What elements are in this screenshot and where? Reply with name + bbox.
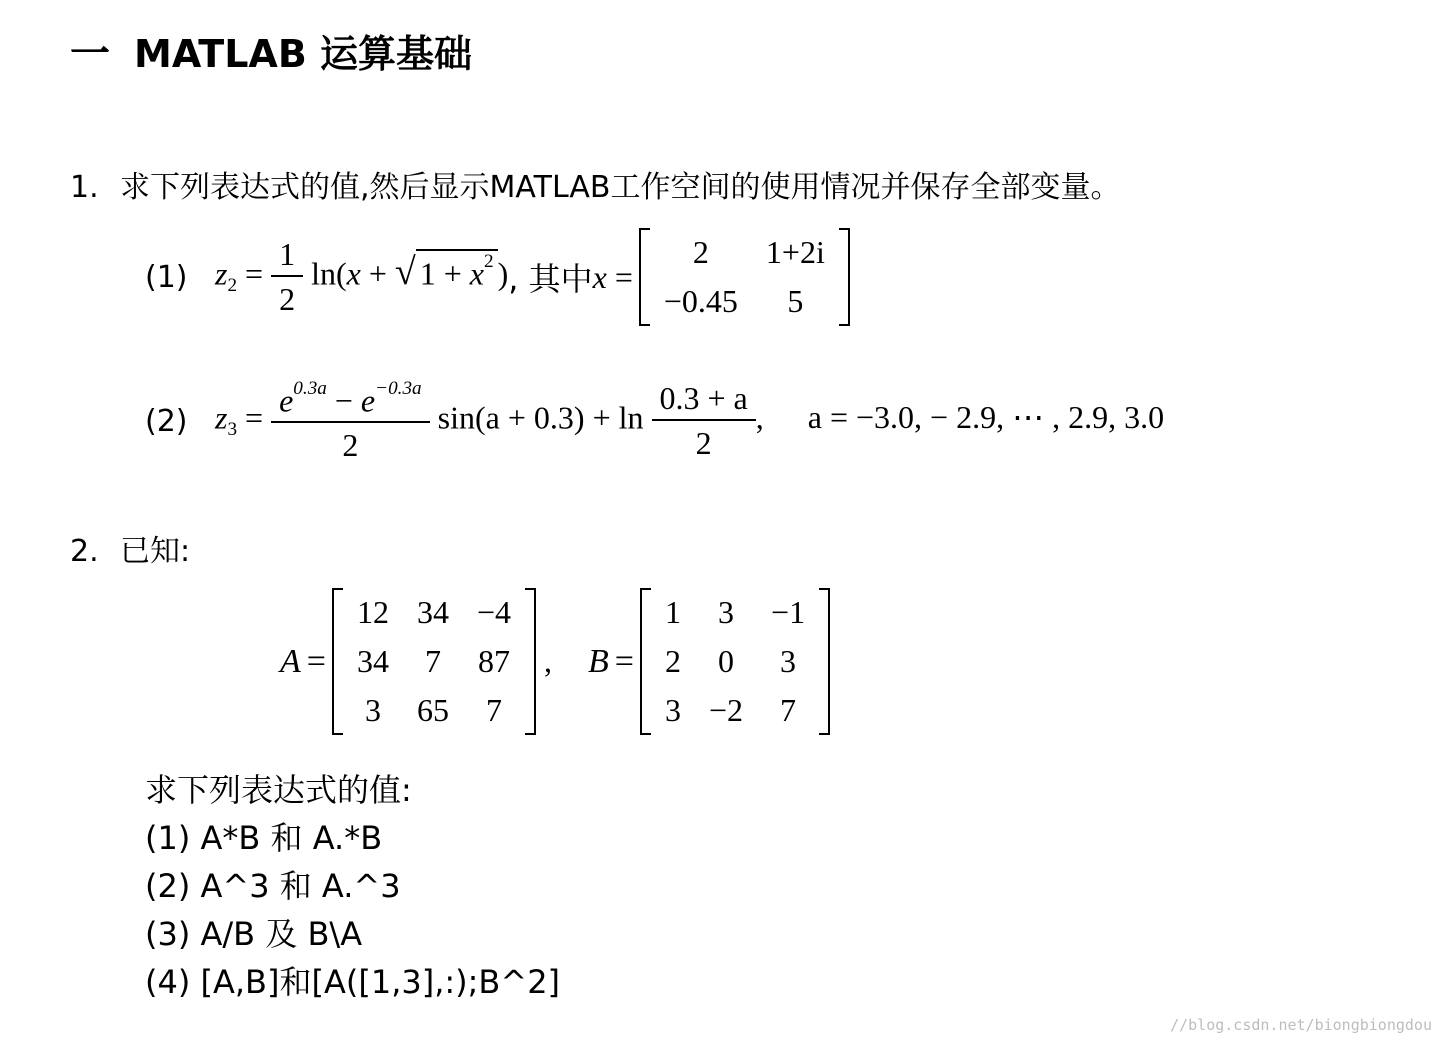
x-squared-base: x: [469, 255, 484, 292]
matrix-cell: 3: [664, 692, 681, 728]
x-var: x: [592, 258, 607, 295]
matrix-B: [640, 588, 830, 735]
question-1: [70, 162, 1120, 206]
formula-z3: $z_3$ = $\frac{e^{0.3a} - e^{-0.3a}}{2}$ sin(a + 0.3) + ln $\frac{0.3 + a}{2}$ , a = −3.0, − 2.9, ⋯ , 2.9, 3.0: [215, 378, 1165, 464]
x-squared-exp: 2: [484, 250, 494, 272]
a-range: a = −3.0, − 2.9, ⋯ , 2.9, 3.0: [807, 399, 1165, 436]
matrix-cell: 7: [485, 692, 502, 728]
matrix-cell: 34: [356, 643, 389, 679]
fraction-exp: [275, 378, 426, 464]
matrix-x-table: [650, 228, 839, 326]
question-2-text: 已知:: [120, 534, 191, 569]
task-item: (2) A^3 和 A.^3: [145, 867, 401, 905]
matrix-cell: −0.45: [663, 283, 738, 319]
task-item: (3) A/B 及 B\A: [145, 915, 363, 953]
question-2-number: 2.: [70, 534, 99, 569]
fraction-ln: [656, 380, 752, 462]
z2-sub: 2: [227, 275, 238, 297]
matrix-A-label: A: [280, 642, 301, 680]
matrix-cell: 65: [416, 692, 449, 728]
question-2: [70, 526, 190, 570]
part-1-label: (1): [145, 259, 188, 295]
matrix-cell: 1+2i: [765, 234, 825, 270]
matrix-B-table: [651, 588, 819, 735]
matrix-cell: 2: [692, 234, 709, 270]
sin-ln-term: sin(a + 0.3) + ln: [437, 399, 644, 436]
ln-denominator: 2: [652, 419, 756, 462]
exp-2: −0.3a: [375, 378, 422, 399]
trailing-comma: ,: [755, 399, 764, 436]
frac-den: 2: [271, 275, 303, 318]
task-item: (4) [A,B]和[A([1,3],:);B^2]: [145, 963, 561, 1001]
watermark: //blog.csdn.net/biongbiongdou: [1170, 1016, 1432, 1034]
plus-sign: +: [360, 255, 395, 292]
matrix-row: [651, 686, 819, 735]
task-list: [145, 766, 560, 1006]
question-1-part-2: [145, 378, 1164, 464]
matrix-row: [651, 637, 819, 686]
matrix-B-left-bracket: [640, 588, 651, 735]
ln-open: ln(: [311, 255, 347, 292]
matrix-row: [651, 588, 819, 637]
matrix-row: [650, 228, 839, 277]
matrix-B-right-bracket: [819, 588, 830, 735]
matrix-row: [650, 277, 839, 326]
matrix-cell: 3: [718, 594, 734, 630]
matrix-A: [332, 588, 536, 735]
matrix-x: [639, 228, 850, 326]
e-1: e: [279, 382, 294, 419]
question-1-text: 求下列表达式的值,然后显示MATLAB工作空间的使用情况并保存全部变量。: [120, 170, 1121, 205]
matrix-cell: 12: [356, 594, 389, 630]
matrix-row: [343, 686, 525, 735]
matrix-cell: 2: [664, 643, 681, 679]
ln-numerator: 0.3 + a: [659, 380, 748, 417]
heading-dash: 一: [70, 31, 108, 77]
exp-denominator: 2: [271, 421, 430, 464]
exp-numerator: [275, 378, 426, 421]
formula-z2: $z_2$ = $\frac{1}{2}$ ln(x + √ $1 + x^2$ ): [215, 236, 509, 317]
z3-var: z: [215, 399, 228, 436]
matrix-cell: 3: [780, 643, 797, 679]
matrix-cell: 7: [780, 692, 797, 728]
z3-sub: 3: [227, 419, 238, 441]
x-term: x: [346, 255, 361, 292]
matrix-row: [343, 637, 525, 686]
matrix-row: [343, 588, 525, 637]
matrix-cell: 7: [424, 643, 441, 679]
matrix-A-right-bracket: [525, 588, 536, 735]
matrix-cell: 34: [416, 594, 449, 630]
frac-num: 1: [279, 236, 296, 272]
task-prompt: 求下列表达式的值:: [145, 771, 412, 809]
e-2: e: [360, 382, 376, 419]
minus-sign: −: [326, 382, 361, 419]
sqrt-radical: √: [394, 251, 416, 294]
matrix-cell: −2: [708, 692, 744, 728]
matrix-A-table: [343, 588, 525, 735]
sqrt-term: [394, 249, 498, 294]
matrices-AB: A = 12 34 −4 34 7 87 3 65 7 , B = 1 3 −1 2 0 3 3 −2 7: [280, 588, 830, 735]
task-item: (1) A*B 和 A.*B: [145, 819, 383, 857]
matrix-cell: 5: [787, 283, 804, 319]
matrix-cell: 3: [364, 692, 381, 728]
matrix-x-right-bracket: [839, 228, 850, 326]
matrix-cell: 1: [664, 594, 681, 630]
fraction-half: [275, 236, 299, 318]
matrix-B-label: B: [588, 642, 609, 680]
z2-var: z: [215, 255, 228, 292]
exp-1: 0.3a: [293, 378, 327, 399]
part-2-label: (2): [145, 403, 188, 439]
heading-title: MATLAB 运算基础: [134, 32, 473, 76]
where-text: , 其中: [508, 260, 593, 298]
matrix-cell: 87: [477, 643, 510, 679]
matrix-cell: 0: [718, 643, 734, 679]
x-definition: x =: [592, 258, 633, 295]
matrix-cell: −4: [476, 594, 512, 630]
one-plus: 1 +: [419, 255, 470, 292]
ln-close: ): [497, 255, 509, 292]
matrix-x-left-bracket: [639, 228, 650, 326]
matrix-A-left-bracket: [332, 588, 343, 735]
section-heading: [70, 22, 472, 79]
matrix-cell: −1: [771, 594, 806, 630]
question-1-number: 1.: [70, 170, 99, 205]
question-1-part-1: [145, 228, 850, 326]
